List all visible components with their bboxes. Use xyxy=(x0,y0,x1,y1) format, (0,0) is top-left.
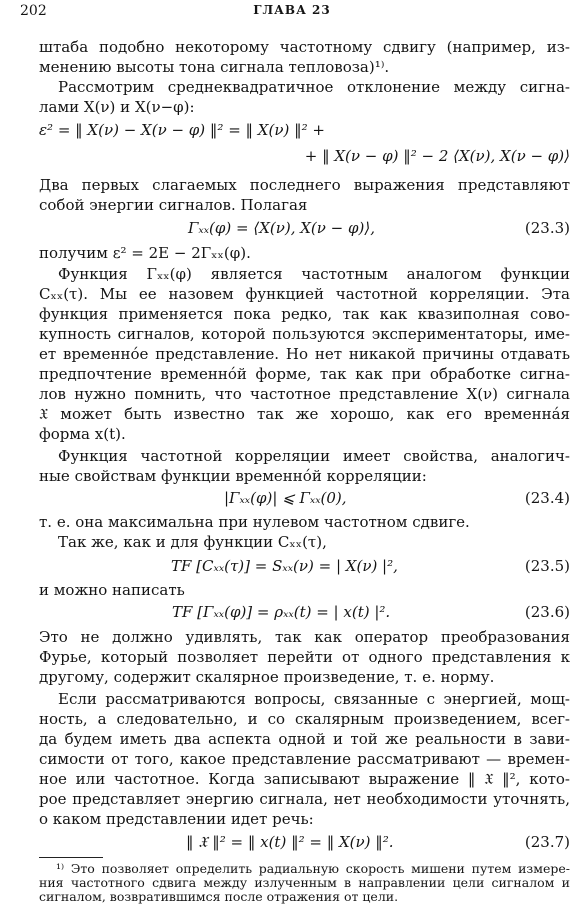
text-line: ность, а следовательно, и со скалярным произведением, всег- xyxy=(39,710,570,728)
text-line: менению высоты тона сигнала тепловоза)¹⁾. xyxy=(39,58,390,76)
text-line: Рассмотрим среднеквадратичное отклонение между сигна- xyxy=(58,78,570,96)
equation-epsilon-line-2: + ‖ X(ν − φ) ‖² − 2 ⟨X(ν), X(ν − φ)⟩ xyxy=(304,147,570,165)
text-line: да будем иметь два аспекта одной и той же реальности в зави- xyxy=(39,730,570,748)
text-line: функция применяется пока редко, так как квазиполная сово- xyxy=(39,305,570,323)
text-line: получим ε² = 2E − 2Γₓₓ(φ). xyxy=(39,244,251,262)
text-line: купность сигналов, которой пользуются экспериментаторы, име- xyxy=(39,325,570,343)
equation-23-7: ‖ 𝔛 ‖² = ‖ x(t) ‖² = ‖ X(ν) ‖². xyxy=(186,833,394,851)
text-line: ные свойствам функции временнóй корреляции: xyxy=(39,467,427,485)
text-line: Если рассматриваются вопросы, связанные с энергией, мощ- xyxy=(58,690,570,708)
text-line: лов нужно помнить, что частотное представление X(ν) сигнала xyxy=(39,385,570,403)
equation-number: (23.6) xyxy=(524,603,570,621)
text-line: лами X(ν) и X(ν−φ): xyxy=(39,98,195,116)
footnote-divider xyxy=(39,857,103,858)
text-line: т. е. она максимальна при нулевом частотном сдвиге. xyxy=(39,513,470,531)
text-line: другому, содержит скалярное произведение, т. е. норму. xyxy=(39,668,495,686)
text-line: форма x(t). xyxy=(39,425,126,443)
text-line: рое представляет энергию сигнала, нет необходимости уточнять, xyxy=(39,790,570,808)
text-line: Cₓₓ(τ). Мы ее назовем функцией частотной корреляции. Эта xyxy=(39,285,570,303)
text-line: ет временнóе представление. Но нет никакой причины отдавать xyxy=(39,345,570,363)
text-line: предпочтение временнóй форме, так как при обработке сигна- xyxy=(39,365,570,383)
text-line: 𝔛 может быть известно так же хорошо, как его временнáя xyxy=(39,405,570,423)
text-line: Так же, как и для функции Cₓₓ(τ), xyxy=(58,533,327,551)
text-line: Функция частотной корреляции имеет свойства, аналогич- xyxy=(58,447,570,465)
text-line: и можно написать xyxy=(39,581,185,599)
equation-number: (23.5) xyxy=(524,557,570,575)
equation-23-4: |Γₓₓ(φ)| ⩽ Γₓₓ(0), xyxy=(224,489,347,507)
text-line: штаба подобно некоторому частотному сдвигу (например, из- xyxy=(39,38,570,56)
footnote-line: ния частотного сдвига между излученным в направлении цели сигналом и xyxy=(39,875,570,890)
text-line: о каком представлении идет речь: xyxy=(39,810,314,828)
footnote-line: ¹⁾ Это позволяет определить радиальную скорость мишени путем измере- xyxy=(56,861,570,876)
text-line: собой энергии сигналов. Полагая xyxy=(39,196,308,214)
equation-23-5: TF [Cₓₓ(τ)] = Sₓₓ(ν) = | X(ν) |², xyxy=(171,557,398,575)
chapter-title: ГЛАВА 23 xyxy=(253,3,331,17)
text-line: Функция Γₓₓ(φ) является частотным аналогом функции xyxy=(58,265,570,283)
footnote-line: сигналом, возвратившимся после отражения от цели. xyxy=(39,889,399,904)
text-line: Это не должно удивлять, так как оператор преобразования xyxy=(39,628,570,646)
running-header xyxy=(20,3,564,21)
text-line: Фурье, который позволяет перейти от одного представления к xyxy=(39,648,570,666)
page-number: 202 xyxy=(20,3,47,19)
equation-number: (23.3) xyxy=(524,219,570,237)
equation-number: (23.7) xyxy=(524,833,570,851)
text-line: ное или частотное. Когда записывают выражение ‖ 𝔛 ‖², кото- xyxy=(39,770,570,788)
equation-23-6: TF [Γₓₓ(φ)] = ρₓₓ(t) = | x(t) |². xyxy=(172,603,391,621)
equation-23-3: Γₓₓ(φ) = ⟨X(ν), X(ν − φ)⟩, xyxy=(188,219,375,237)
equation-number: (23.4) xyxy=(524,489,570,507)
text-line: Два первых слагаемых последнего выражения представляют xyxy=(39,176,570,194)
text-line: симости от того, какое представление рассматривают — времен- xyxy=(39,750,570,768)
equation-epsilon-line-1: ε² = ‖ X(ν) − X(ν − φ) ‖² = ‖ X(ν) ‖² + xyxy=(39,121,325,139)
